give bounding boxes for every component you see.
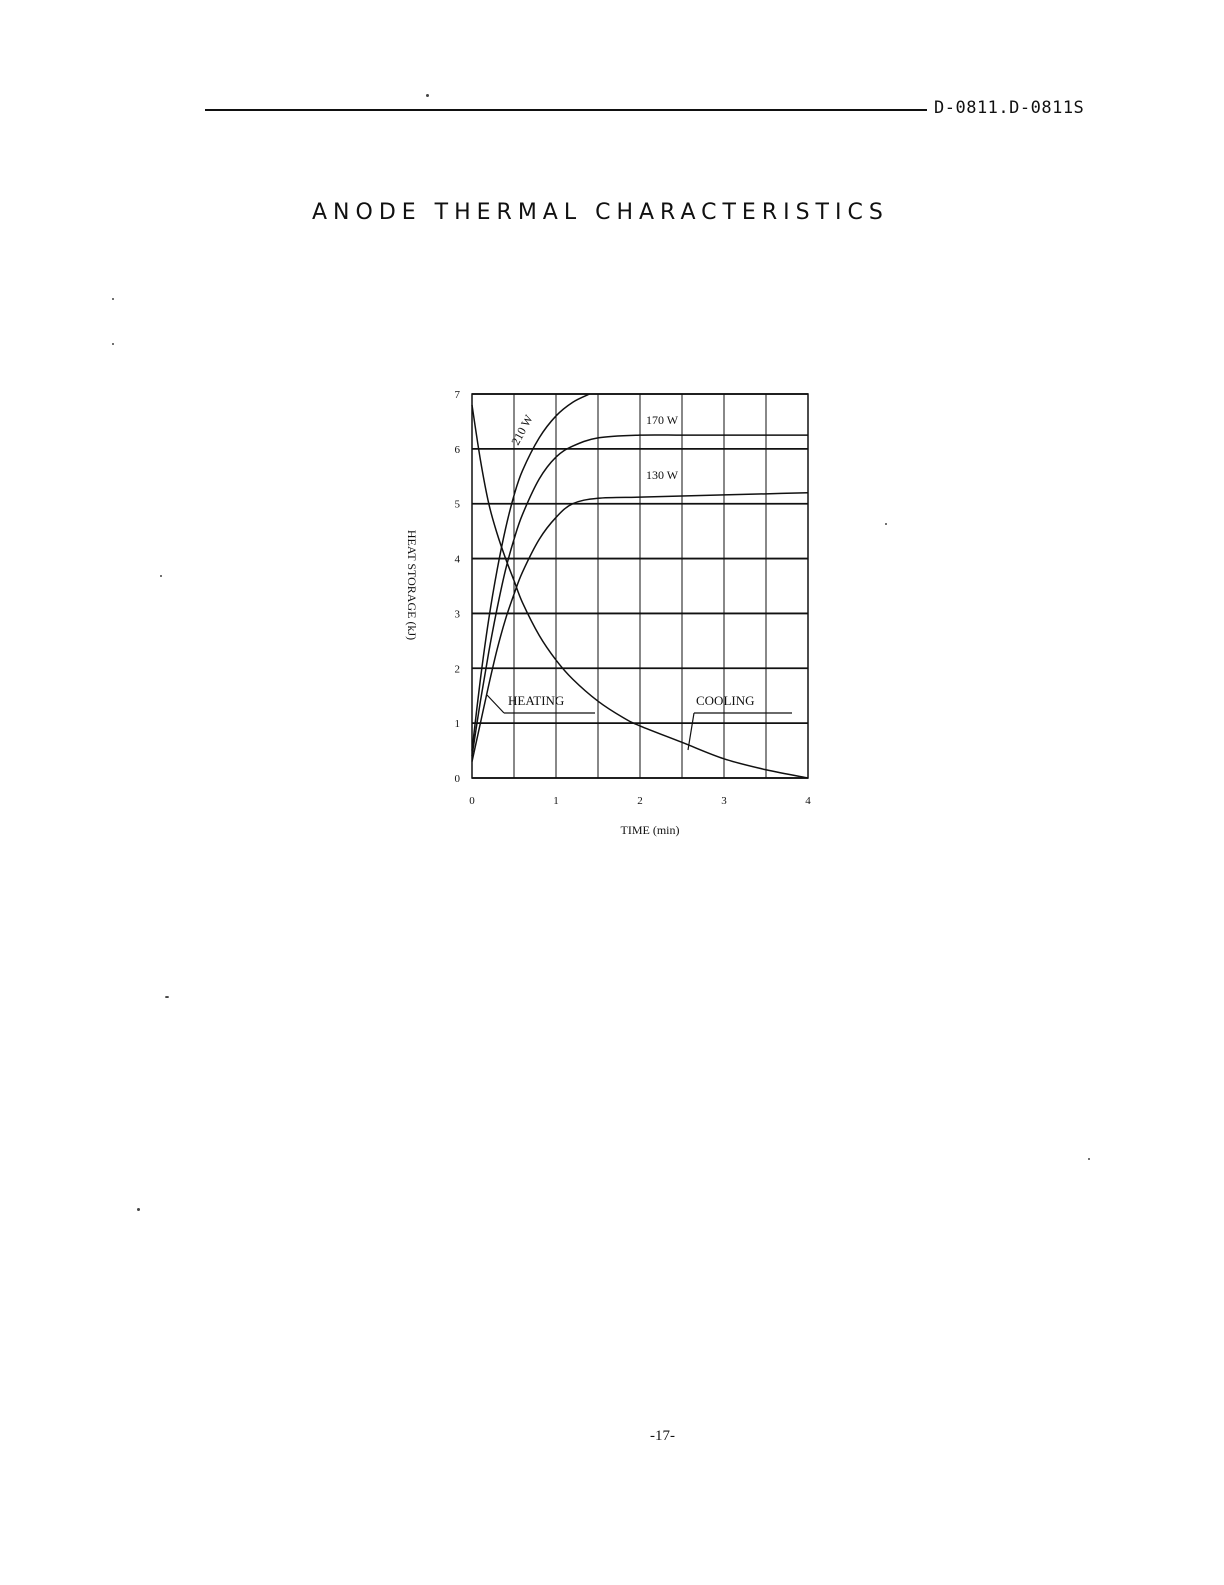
annotation-cooling: COOLING — [696, 693, 755, 708]
x-tick-label: 3 — [721, 795, 727, 807]
x-tick-label: 4 — [805, 795, 811, 807]
chart-grid — [472, 394, 808, 778]
y-tick-label: 0 — [454, 773, 460, 785]
y-axis-label: HEAT STORAGE (kJ) — [405, 529, 419, 641]
x-tick-label: 0 — [469, 795, 475, 807]
page-number: -17- — [650, 1428, 675, 1444]
series-label-210w: 210 W — [508, 412, 536, 448]
y-tick-label: 4 — [454, 553, 460, 566]
x-tick-label: 2 — [637, 795, 643, 807]
y-tick-label: 7 — [454, 389, 460, 401]
annotation-heating-leader — [487, 695, 504, 713]
annotation-cooling-leader — [688, 713, 694, 750]
series-label-130w: 130 W — [646, 468, 679, 482]
y-tick-label: 3 — [454, 608, 460, 621]
y-tick-label: 1 — [454, 718, 460, 731]
x-tick-label: 1 — [553, 795, 559, 807]
x-axis-label: TIME (min) — [620, 823, 680, 837]
page-title: ANODE THERMAL CHARACTERISTICS — [312, 200, 889, 225]
y-tick-label: 2 — [454, 663, 460, 676]
annotation-heating: HEATING — [508, 693, 565, 708]
chart-ticks — [455, 389, 812, 807]
y-tick-label: 6 — [454, 443, 460, 456]
document-code: D-0811.D-0811S — [934, 98, 1085, 118]
y-tick-label: 5 — [454, 498, 460, 511]
series-label-170w: 170 W — [646, 413, 679, 427]
